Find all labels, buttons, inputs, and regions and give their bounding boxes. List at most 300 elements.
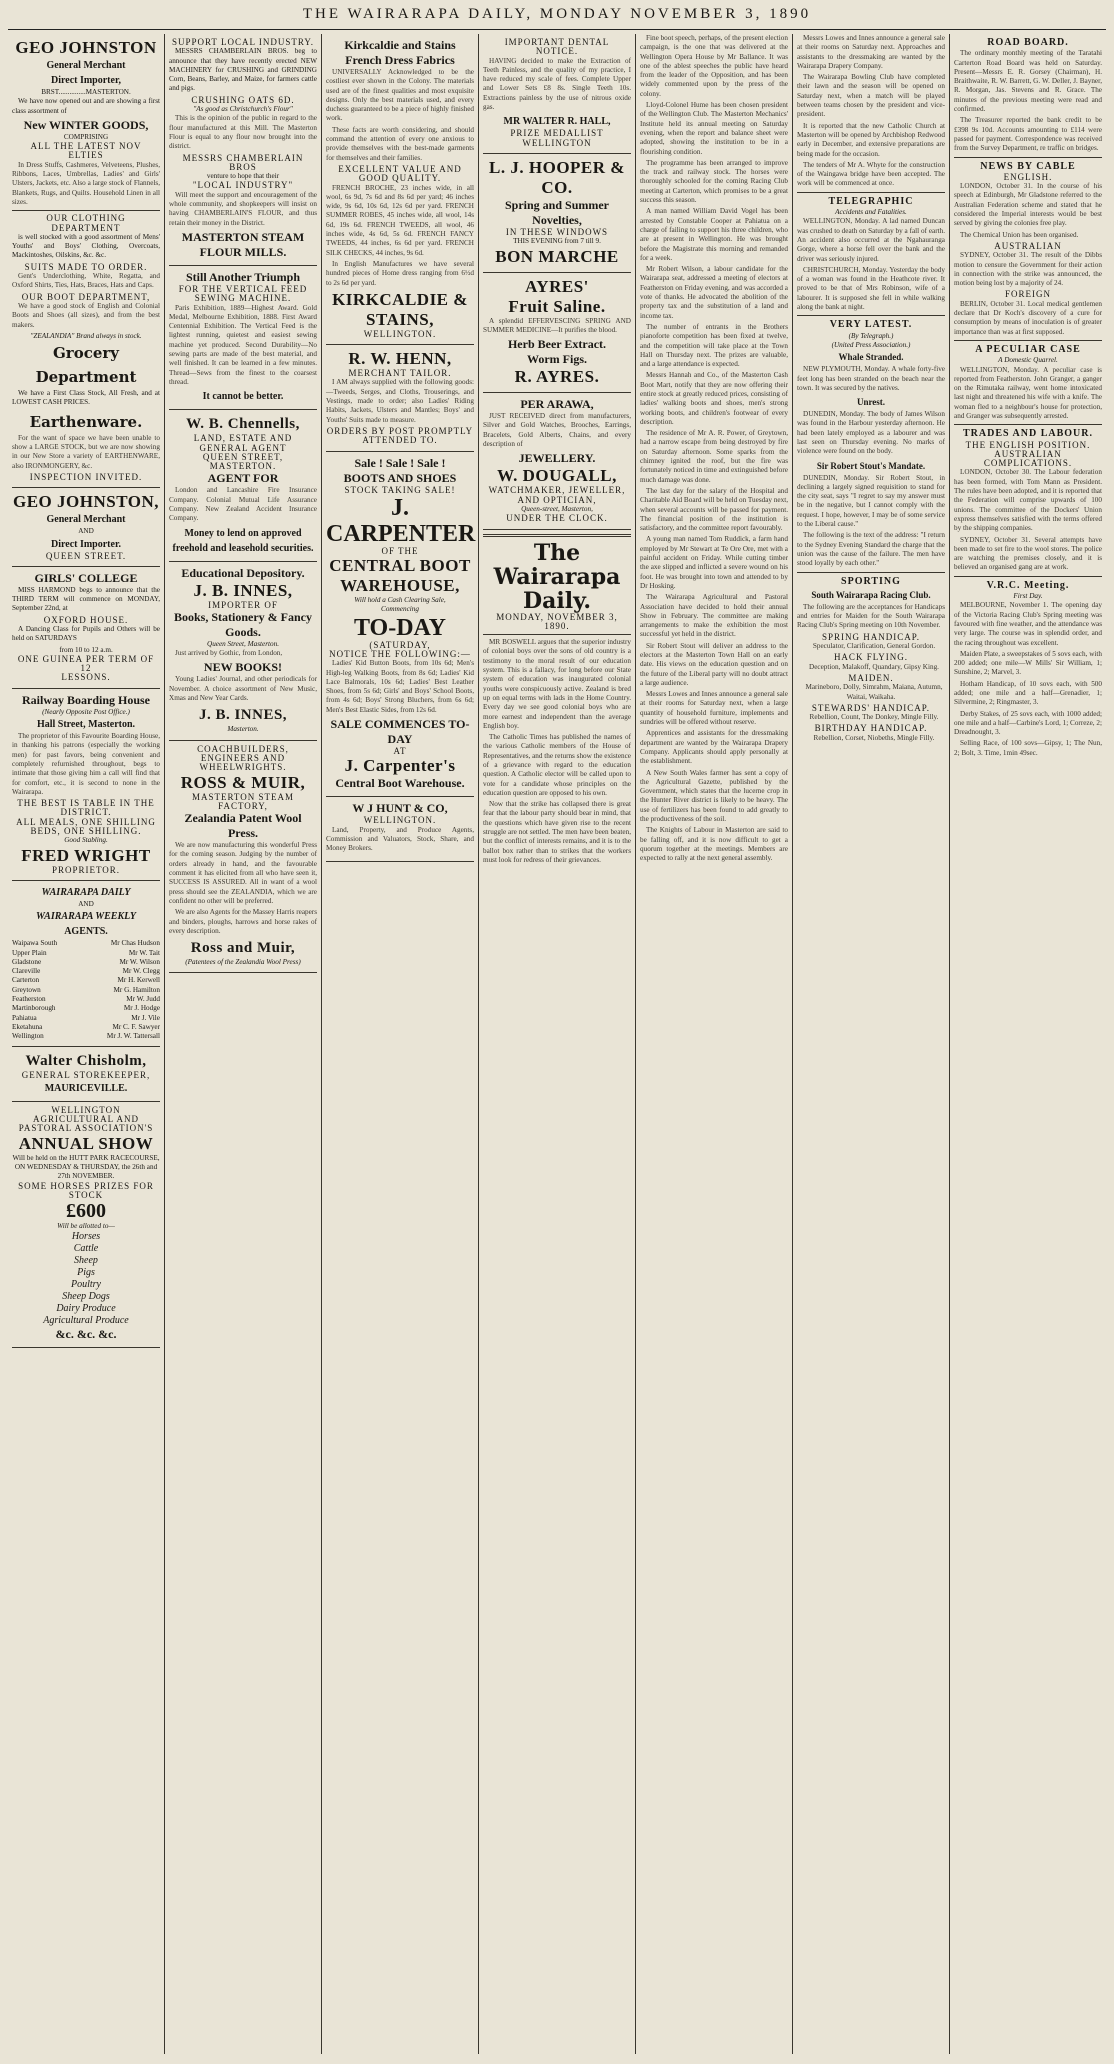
- sporting-head: SPORTING: [841, 575, 901, 587]
- chamberlain2-body: venture to hope that their: [206, 172, 280, 181]
- filler-text: The Chemical Union has been organised.: [960, 230, 1079, 239]
- english-head: ENGLISH.: [1003, 171, 1053, 182]
- jewellery: JEWELLERY.: [518, 451, 596, 466]
- agent-name: Mr J. W. Tattersall: [106, 1032, 160, 1041]
- carpenter-ad: [326, 452, 474, 798]
- filler-text: The following are the acceptances for Handicaps and entries for Maiden for the South Wairarapa Racing Club's Spring meeting on 10th November.: [797, 602, 945, 630]
- filler-text: LONDON, October 30. The Labour federation has been formed, with Tom Mann as President. The rules have been adopted, and it is reported that the Federation will comprise upwards of 100 unions. The committee of the Dockers' Union express themselves satisfied with the terms offered by the shipping companies.: [954, 468, 1102, 533]
- filler-text: For the want of space we have been unable to show a LARGE STOCK, but we are now showing in our New Store a variety of EARTHENWARE, also IRONMONGERY, &c.: [12, 433, 160, 470]
- chamberlain2: MESSRS CHAMBERLAIN BROS: [182, 152, 304, 172]
- filler-text: The tenders of Mr A. Whyte for the construction of the Waingawa bridge have been accepted. The work will be commenced at once.: [797, 160, 945, 188]
- column-3: [322, 34, 479, 2054]
- agent-town: Clareville: [12, 967, 41, 976]
- agent-town: Carterton: [12, 976, 40, 985]
- telegraphic-head: TELEGRAPHIC: [828, 195, 914, 207]
- flour-quote: "As good as Christchurch's Flour": [193, 105, 293, 114]
- allot-item: Horses: [71, 1231, 101, 1243]
- trades-head: TRADES AND LABOUR.: [963, 428, 1093, 440]
- agent-name: Mr J. Vile: [131, 1013, 160, 1022]
- ross2-sub: (Patentees of the Zealandia Wool Press): [185, 958, 301, 967]
- still-another: Still Another Triumph: [185, 269, 301, 284]
- wairarapa-weekly: WAIRARAPA WEEKLY: [36, 911, 136, 923]
- agent-row: [12, 939, 160, 948]
- boot-head: OUR BOOT DEPARTMENT,: [21, 291, 151, 302]
- hunt-ad: [326, 797, 474, 861]
- agent-name: Mr C. F. Sawyer: [112, 1022, 160, 1031]
- filler-text: A young man named Tom Ruddick, a farm hand employed by Mr Stewart at Te Ore Ore, met with a painful accident on Friday. While cutting timber the axe slipped and inflicted a severe wound on his foot. He was brought into town and attended to by Dr Hosking.: [640, 535, 788, 590]
- kirk-loc: WELLINGTON.: [363, 328, 437, 339]
- filler-text: BERLIN, October 31. Local medical gentlemen declare that Dr Koch's discovery of a cure for consumption by means of inoculation is of greater importance than was at first supposed.: [954, 299, 1102, 336]
- hall-title: MR WALTER R. HALL,: [503, 116, 611, 128]
- filler-text: Lloyd-Colonel Hume has been chosen president of the Wellington Club. The Masterton Mechanics' Institute held its annual meeting on Saturday evening, when the report and balance sheet were adopted, showing the institution to be in a flourishing condition.: [640, 101, 788, 156]
- filler-text: Messrs Hannah and Co., of the Masterton Cash Boot Mart, notify that they are now offering their entire stock at greatly reduced prices, consisting of ladies' walking boots and shoes, men's strong working boots, and children's footwear of every description.: [640, 371, 788, 426]
- saturday: (SATURDAY,: [369, 639, 431, 650]
- central-boot: CENTRAL BOOT WAREHOUSE,: [329, 556, 471, 596]
- birthday: BIRTHDAY HANDICAP.: [814, 723, 928, 734]
- allot-item: Sheep Dogs: [62, 1291, 110, 1303]
- filler-text: Just arrived by Gothic, from London,: [175, 649, 283, 658]
- vrc-head: V.R.C. Meeting.: [986, 579, 1070, 591]
- evening: THIS EVENING from 7 till 9.: [513, 237, 601, 246]
- filler-text: CHRISTCHURCH, Monday. Yesterday the body of a woman was found in the Heathcote river. It proved to be that of Mrs Robinson, wife of a labourer. It is supposed she fell in while walking along the bank at night.: [797, 265, 945, 312]
- filler-text: MR BOSWELL argues that the superior industry of colonial boys over the sons of old country is a testimony to the moral result of our education system. This is a fallacy, for long before our State system of education was inaugurated colonial youths were conspicuously active. Zealand is bred up on equal terms with lads in the Home Country. Every day we see good colonial boys who are more earnest and independent than the average English boy.: [483, 638, 631, 730]
- hall-sub: PRIZE MEDALLIST: [510, 128, 604, 139]
- and-text: AND: [78, 899, 94, 908]
- filler-text: Fine boot speech, perhaps, of the present election campaign, is the one that was delivered at the Wellington Opera House by Mr Ballance. It was one of the ablest speeches the public have heard from the leader of the Opposition, and has been widely commented upon by the press of the colony.: [640, 34, 788, 98]
- will-hold: Will hold a Cash Clearing Sale,: [354, 596, 446, 605]
- earthenware-head: Earthenware.: [29, 412, 143, 431]
- agent-row: [12, 986, 160, 995]
- filler-text: Rebellion, Corset, Niobeths, Mingle Filly.: [813, 733, 935, 742]
- agent-name: Mr Chas Hudson: [110, 939, 160, 948]
- column-5: [636, 34, 793, 2054]
- innes-books: Books, Stationery & Fancy Goods.: [174, 609, 312, 639]
- filler-text: I AM always supplied with the following goods:—Tweeds, Serges, and Cloths, Trouserings, and Vestings, made to order; also Ladies' Riding Habits, Jackets, Ulsters and Mantles; Boys' and Youths' Suits made to measure.: [326, 378, 474, 424]
- local-industry: "LOCAL INDUSTRY": [192, 180, 294, 191]
- foreign-head: FOREIGN: [1004, 289, 1051, 300]
- filler-text: Now that the strike has collapsed there is great fear that the labour party should bear in mind, that the questions which have given rise to the recent struggle are not settled. The men have been beaten, but the conflict of interests remains, and it is to the ballot box rather than to strikes that the workers must look for redress of their grievances.: [483, 800, 631, 864]
- filler-text: Rebellion, Count, The Donkey, Mingle Filly.: [809, 713, 939, 722]
- agent-name: Mr H. Kerwell: [117, 976, 160, 985]
- at: AT: [393, 746, 407, 757]
- column-6: [793, 34, 950, 2054]
- allot-item: Sheep: [74, 1255, 98, 1267]
- filler-text: DUNEDIN, Monday. Sir Robert Stout, in declining a largely signed requisition to stand for the city seat, says "I regret to say my answer must be in the negative, but I cannot comply with the request. I hope, however, I may be of some service to the Liberal cause.": [797, 473, 945, 529]
- sale-commences: SALE COMMENCES TO-DAY: [330, 717, 470, 747]
- johnston-loc: BRST...............MASTERTON.: [41, 88, 131, 96]
- chennells-loc: QUEEN STREET, MASTERTON.: [202, 451, 284, 472]
- henn-ad: [326, 345, 474, 451]
- johnston-sub: General Merchant: [46, 60, 126, 71]
- chennells-sub: LAND, ESTATE AND GENERAL AGENT: [193, 433, 293, 453]
- inspection: INSPECTION INVITED.: [29, 471, 143, 482]
- agent-town: Greytown: [12, 985, 41, 994]
- filler-text: UNIVERSALLY Acknowledged to be the costliest ever shown in the Colony. The materials used are of the finest qualities and most exquisite designs. Only the best materials used, and every duchess guaranteed to be a piece of highly finished work.: [326, 68, 474, 123]
- lessons: LESSONS.: [61, 672, 111, 683]
- agent-row: [12, 1014, 160, 1023]
- hall-loc: WELLINGTON: [522, 137, 592, 148]
- agent-town: Martinborough: [12, 1004, 56, 1013]
- guinea-term: ONE GUINEA PER TERM OF 12: [17, 653, 155, 674]
- filler-text: The Catholic Times has published the names of the various Catholic members of the House of Representatives, and the returns show the existence of a grievance with regard to the education question. A Catholic elector will be called upon to vote for a candidate whose principles on the education question are opposed to his own.: [483, 733, 631, 797]
- filler-text: The Wairarapa Bowling Club have completed their lawn and the season will be opened on Saturday next, when a match will be played between teams chosen by the president and vice-president.: [797, 73, 945, 119]
- allot-item: Dairy Produce: [56, 1303, 116, 1315]
- sale-line: Sale ! Sale ! Sale !: [354, 455, 446, 470]
- agent-row: [12, 1032, 160, 1041]
- central-boot-2: Central Boot Warehouse.: [335, 776, 465, 791]
- railway-sub: (Nearly Opposite Post Office.): [42, 707, 130, 716]
- allot-item: Agricultural Produce: [43, 1315, 129, 1327]
- agent-town: Wellington: [12, 1032, 44, 1041]
- ross-sub: MASTERTON STEAM FACTORY,: [191, 791, 295, 811]
- cable-head: NEWS BY CABLE: [980, 160, 1076, 172]
- filler-text: DUNEDIN, Monday. The body of James Wilson was found in the Harbour yesterday afternoon. He had been lately employed as a labourer and was last seen on Thursday evening. No marks of violence were found on the body.: [797, 410, 945, 456]
- johnston2-title: GEO JOHNSTON,: [13, 492, 159, 512]
- hack-flying: HACK FLYING.: [833, 652, 909, 663]
- filler-text: WELLINGTON, Monday. A peculiar case is reported from Featherston. John Granger, a ganger on the Rimutaka railway, went home intoxicated last night and threatened his wife with a knife. The woman fled to a neighbour's house for protection, and Granger was subsequently arrested.: [954, 365, 1102, 420]
- very-latest: VERY LATEST.: [829, 319, 913, 331]
- bon-marche: BON MARCHE: [495, 246, 619, 266]
- filler-text: Deception, Malakoff, Quandary, Gipsy King.: [809, 662, 939, 671]
- peculiar-head: A PECULIAR CASE: [975, 343, 1081, 355]
- ayres-ad: [483, 273, 631, 394]
- filler-text: Paris Exhibition, 1889—Highest Award. Gold Medal, Melbourne Exhibition, 1888. First Award Centennial Exhibition. The Vertical Feed is the lightest running, quietest and easiest sewing machine yet produced. Second Durability—No sewing parts are made of the best material, and well finished. It can be learned in a few minutes. Thread—Sews from the finest to the coarsest thread.: [169, 303, 317, 386]
- filler-text: In English Manufactures we have several hundred pieces of Home dress ranging from 6½d to 2s 6d per yard.: [326, 259, 474, 287]
- dougall-ad: [483, 393, 631, 529]
- agent-town: Gladstone: [12, 957, 42, 966]
- racing-club: South Wairarapa Racing Club.: [811, 589, 931, 600]
- stock-taking: STOCK TAKING SALE!: [344, 484, 456, 495]
- dancing-class: A Dancing Class for Pupils and Others will be held on SATURDAYS: [12, 624, 160, 643]
- filler-text: The Treasurer reported the bank credit to be £398 9s 10d. Accounts amounting to £114 were passed for payment. Correspondence was received from the Survey Department, re traffic on bridges.: [954, 116, 1102, 153]
- dougall-loc: Queen-street, Masterton,: [521, 504, 593, 513]
- fruit-saline: Fruit Saline.: [508, 296, 606, 316]
- filler-text: WELLINGTON, Monday. A lad named Duncan was crushed to death on Saturday by a fall of earth. An accident also occurred at the Ngahauranga Gorge, where a horse fell over the bank and the driver was seriously injured.: [797, 217, 945, 263]
- filler-text: The proprietor of this Favourite Boarding House, in thanking his patrons (especially the working men) for past favors, being convenient and completely refurnished throughout, begs to intimate that those giving him a call will find that for comfort, etc., it is second to none in the Wairarapa.: [12, 732, 160, 796]
- value-quality: EXCELLENT VALUE AND GOOD QUALITY.: [338, 163, 462, 184]
- chisholm-sub: GENERAL STOREKEEPER,: [21, 1070, 151, 1081]
- today: TO-DAY: [353, 614, 447, 641]
- filler-text: Selling Race, of 100 sovs—Gipsy, 1; The Nun, 2; Bolt, 3. Time, 1min 49sec.: [954, 739, 1102, 757]
- agent-name: Mr W. Clegg: [122, 967, 160, 976]
- chisholm-title: Walter Chisholm,: [25, 1053, 147, 1070]
- carpenters: J. Carpenter's: [344, 756, 456, 776]
- agents-head: AGENTS.: [64, 926, 108, 938]
- allot-item: Poultry: [71, 1279, 101, 1291]
- filler-text: Mr Robert Wilson, a labour candidate for the Wairarapa seat, addressed a meeting of electors at Featherston on Friday evening, and was accorded a vote of thanks. He advocated the abolition of the property tax and the substitution of a land and income tax.: [640, 265, 788, 320]
- agent-row: [12, 958, 160, 967]
- innes-title: J. B. INNES,: [193, 580, 293, 600]
- johnston-body: We have now opened out and are showing a first class assortment of: [12, 97, 160, 115]
- crushing-oats: CRUSHING OATS 6D.: [191, 94, 295, 105]
- filler-text: In Dress Stuffs, Cashmeres, Velveteens, Plushes, Ribbons, Laces, Umbrellas, Ladies' and Girls' Ulsters, Jackets, etc. Also a large stock of Flannels, Blankets, Rugs, and Quilts. Household Linen in all sizes.: [12, 160, 160, 206]
- hunt-title: W J HUNT & CO,: [352, 801, 448, 816]
- filler-text: It is reported that the new Catholic Church at Masterton will be opened by Archbishop Redwood early in December, and extensive preparations are being made for the occasion.: [797, 121, 945, 158]
- united-press: (United Press Association.): [831, 340, 911, 349]
- show-body: WELLINGTON AGRICULTURAL AND PASTORAL ASSOCIATION'S: [18, 1104, 154, 1134]
- ayres2-title: R. AYRES.: [514, 367, 600, 387]
- new-books: NEW BOOKS!: [203, 660, 283, 675]
- innes-loc: Queen Street, Masterton.: [207, 639, 279, 648]
- in-windows: IN THESE WINDOWS: [505, 226, 609, 237]
- suits-order: SUITS MADE TO ORDER.: [24, 261, 148, 272]
- railway-title: Railway Boarding House: [21, 692, 150, 707]
- henn-title: R. W. HENN,: [348, 349, 452, 369]
- filler-text: The residence of Mr A. R. Power, of Greytown, had a narrow escape from being destroyed by fire on Saturday afternoon. Some sparks from the chimney ignited the roof, but the fire was fortunately noticed in time and extinguished before much damage was done.: [640, 429, 788, 484]
- etc: &c. &c. &c.: [55, 1327, 117, 1342]
- herb-beer: Herb Beer Extract.: [507, 337, 607, 352]
- filler-text: The Knights of Labour in Masterton are said to be falling off, and it is now difficult to get a quorum together at the meetings. Members are expected to rally at the next general assembly.: [640, 826, 788, 863]
- dougall-title: W. DOUGALL,: [497, 466, 617, 486]
- johnston-ad-2: [12, 488, 160, 567]
- agent-name: Mr J. Hodge: [123, 1004, 160, 1013]
- coach: COACHBUILDERS, ENGINEERS AND WHEELWRIGHTS.: [197, 743, 289, 773]
- boots-shoes: BOOTS AND SHOES: [343, 470, 457, 485]
- aus-comp: AUSTRALIAN COMPLICATIONS.: [983, 448, 1073, 469]
- railway-loc: Hall Street, Masterton.: [36, 719, 136, 731]
- money-lend: Money to lend on approved freehold and leasehold securities.: [172, 527, 314, 554]
- filler-text: Sir Robert Stout will deliver an address to the electors at the Masterton Town Hall on an early date. His views on the education question and on the future of the Liberal party will no doubt attract a large audience.: [640, 641, 788, 687]
- filler-text: The following is the text of the address: "I return to the Sydney Evening Standard the charge that the union was the cause of the failure. The men have stood loyally by each other.": [797, 531, 945, 568]
- railway-ad: [12, 689, 160, 881]
- educational: Educational Depository.: [181, 565, 305, 580]
- worm-figs: Worm Figs.: [527, 352, 587, 367]
- zealandia-brand: "ZEALANDIA" Brand always in stock.: [30, 331, 142, 340]
- ross-ad: [169, 741, 317, 974]
- agent-row: [12, 967, 160, 976]
- agent-row: [12, 1023, 160, 1032]
- agent-row: [12, 976, 160, 985]
- innes2-loc: Masterton.: [227, 725, 259, 734]
- allot-list: [12, 1231, 160, 1327]
- girls-college-title: GIRLS' COLLEGE: [34, 570, 138, 585]
- filler-text: NEW PLYMOUTH, Monday. A whale forty-five feet long has been stranded on the beach near the town. It was secured by the natives.: [797, 365, 945, 392]
- innes-ad: [169, 562, 317, 741]
- unrest: Unrest.: [856, 397, 886, 408]
- telegraphic-sub: Accidents and Fatalities.: [835, 208, 907, 217]
- french-fabrics: French Dress Fabrics: [345, 53, 455, 67]
- filler-text: A man named William David Vogel has been arrested by Constable Cooper at Pahiatua on a charge of failing to support his three children, who are at present in Wellington. He was brought before the Magistrate this morning and remanded for a week.: [640, 207, 788, 262]
- first-day: First Day.: [1013, 592, 1043, 601]
- chamberlain-body: MESSRS CHAMBERLAIN BROS. beg to announce that they have recently erected NEW MACHINERY for CRUSHING and GRINDING Corn, Beans, Barley, and Maize, for farmers cattle and pigs.: [169, 47, 317, 93]
- chisholm-loc: MAURICEVILLE.: [44, 1082, 128, 1094]
- filler-text: The number of entrants in the Brothers pianoforte competition has been fixed at twelve, and the competition will take place at the Town Hall on Thursday next. The prizes are valuable, and a large attendance is expected.: [640, 322, 788, 369]
- clothing-head: OUR CLOTHING DEPARTMENT: [46, 213, 126, 233]
- date-line: MONDAY, NOVEMBER 3, 1890.: [496, 611, 618, 631]
- filler-text: The Wairarapa Agricultural and Pastoral Association have decided to hold their annual Show in February. The committee are making arrangements to make the exhibition the most successful yet held in the district.: [640, 593, 788, 639]
- kirkcaldie-title: Kirkcaldie and Stains: [344, 38, 456, 52]
- clothing-body: is well stocked with a good assortment of Mens' Youths' and Boys' Clothing, Overcoats, Mackintoshes, Oilskins, &c. &c.: [12, 232, 160, 260]
- filler-text: A splendid EFFERVESCING SPRING AND SUMMER MEDICINE—It purifies the blood.: [483, 316, 631, 334]
- chennells-ad: [169, 410, 317, 561]
- still-sub: FOR THE VERTICAL FEED SEWING MACHINE.: [178, 283, 308, 304]
- filler-text: Will meet the support and encouragement of the whole community, and shopkeepers will insist on having CHAMBERLAIN'S FLOUR, and thus retain their money in the District.: [169, 190, 317, 227]
- filler-text: The ordinary monthly meeting of the Taratahi Carterton Road Board was held on Saturday. Present—Messrs E. R. Gorsey (Chairman), H. Braithwaite, R. W. Barrett, G. W. Deller, J. Bayner, R. Morgan, Jas. Stevens and R. Grace. The minutes of the previous meeting were read and confirmed.: [954, 49, 1102, 114]
- meals: ALL MEALS, ONE SHILLING BEDS, ONE SHILLING.: [16, 816, 156, 837]
- show-date: ON WEDNESDAY & THURSDAY, the 26th and 27th NOVEMBER.: [14, 1162, 158, 1181]
- kirkcaldie-ad: [326, 34, 474, 345]
- ross-title: ROSS & MUIR,: [180, 772, 306, 792]
- ross2-title: Ross and Muir,: [190, 940, 296, 957]
- column-1: [8, 34, 165, 2054]
- filler-text: Hotham Handicap, of 10 sovs each, with 500 added; one mile and a half—Grenadier, 1; Silvermine, 2; Ringmaster, 3.: [954, 679, 1102, 707]
- goods-list: NOTICE THE FOLLOWING:—: [329, 648, 471, 659]
- annual-show: ANNUAL SHOW: [18, 1133, 154, 1153]
- johnston2-sub2: AND: [78, 527, 94, 536]
- commencing: Commencing: [381, 605, 419, 614]
- chisholm-ad: [12, 1047, 160, 1101]
- filler-text: HAVING decided to make the Extraction of Teeth Painless, and the quality of my practice, I have reduced my scale of fees. Complete Upper and Lower Sets £8 8s. Single Teeth 10s. Extractions painless by the use of nitrous oxide gas.: [483, 56, 631, 112]
- filler-text: Messrs Lowes and Innes announce a general sale at their rooms on Saturday next. Approaches and assistants to the dressmaking are wanted by the Wairarapa Drapery Company.: [797, 34, 945, 70]
- carpenter-title: J. CARPENTER: [326, 494, 476, 547]
- agents-ad: [12, 881, 160, 1048]
- road-board-head: ROAD BOARD.: [987, 37, 1069, 48]
- filler-text: This is the opinion of the public in regard to the flour manufactured at this Mill. The Masterton Flour is equal to any flour now brought into the district.: [169, 114, 317, 151]
- agent-name: Mr W. Tait: [128, 948, 160, 957]
- hooper-title: L. J. HOOPER & CO.: [489, 157, 625, 197]
- filler-text: London and Lancashire Fire Insurance Company. Colonial Mutual Life Assurance Company. New Zealand Accident Insurance Company.: [169, 486, 317, 523]
- johnston-sub2: Direct Importer,: [51, 75, 121, 86]
- agent-list: [12, 939, 160, 1041]
- support-title: SUPPORT LOCAL INDUSTRY.: [171, 37, 315, 47]
- filler-text: Ladies' Kid Button Boots, from 10s 6d; Men's High-leg Walking Boots, from 8s 6d; Ladies' Kid Lace Balmorals, 10s 6d; Ladies' Best Leather Shoes, from 5s 6d; Girls' and Boys' School Boots, from 4s 6d; Boys' Strong Bluchers, from 6s 6d; Men's Best Elastic Sides, from 12s 6d.: [326, 659, 474, 714]
- daily-title: The Wairarapa Daily.: [493, 539, 621, 614]
- per-arawa: PER ARAWA,: [520, 397, 594, 412]
- column-4: [479, 34, 636, 2054]
- filler-text: We are also Agents for the Massey Harris reapers and binders, ploughs, harrows and horse rakes of every description.: [169, 908, 317, 935]
- henn-sub: MERCHANT TAILOR.: [348, 368, 452, 379]
- prizes: SOME HORSES PRIZES FOR STOCK: [18, 1180, 154, 1200]
- agent-for: AGENT FOR: [207, 471, 279, 486]
- filler-text: We are now manufacturing this wonderful Press for the coming season. Judging by the number of orders already in hand, and the favourable comment it has elicited from all who have seen it, SUCCESS IS ASSURED. All in want of a wool press should see the ZEALANDIA, which we are confident no other will be preferred.: [169, 841, 317, 905]
- agent-town: Pahiatua: [12, 1013, 37, 1022]
- post-orders: ORDERS BY POST PROMPTLY ATTENDED TO.: [326, 425, 474, 446]
- filler-text: Land, Property, and Produce Agents, Commission and Valuators, Stock, Share, and Money Brokers.: [326, 825, 474, 853]
- filler-text: Messrs Lowes and Innes announce a general sale at their rooms for Saturday next, when a large quantity of household furniture, implements and sundries will be offered without reserve.: [640, 690, 788, 727]
- filler-text: Speculator, Clarification, General Gordon.: [812, 642, 936, 651]
- agent-name: Mr W. Judd: [126, 995, 160, 1003]
- stewards: STEWARDS' HANDICAP.: [811, 702, 931, 713]
- english-position: THE ENGLISH POSITION.: [965, 439, 1091, 450]
- under-clock: UNDER THE CLOCK.: [506, 513, 608, 524]
- agent-town: Upper Plain: [12, 948, 47, 957]
- cannot-bettered: It cannot be better.: [202, 391, 284, 403]
- johnston2-sub3: Direct Importer.: [51, 538, 121, 550]
- dental-notice: IMPORTANT DENTAL NOTICE.: [504, 37, 610, 57]
- agent-row: [12, 949, 160, 958]
- stabling: Good Stabling.: [64, 836, 108, 845]
- filler-text: Young Ladies' Journal, and other periodicals for November. A choice assortment of New Music, Xmas and New Year Cards.: [169, 675, 317, 703]
- kirk-big: KIRKCALDIE & STAINS,: [332, 289, 468, 329]
- chennells-title: W. B. Chennells,: [186, 416, 300, 433]
- allot-item: Cattle: [73, 1243, 99, 1255]
- by-telegraph: (By Telegraph.): [848, 331, 894, 340]
- dental-ad: [483, 34, 631, 154]
- novelties: Novelties,: [532, 212, 582, 227]
- masthead-title: THE WAIRARAPA DAILY, MONDAY NOVEMBER 3, 1890: [8, 6, 1106, 30]
- girls-college-ad: [12, 567, 160, 689]
- filler-text: A New South Wales farmer has sent a copy of the Agricultural Gazette, published by the Government, which states that the lucerne crop in the Hunter River district is likely to be heavy. The use of fertilizers has been found to add greatly to the productiveness of the soil.: [640, 768, 788, 824]
- sir-robert: Sir Robert Stout's Mandate.: [816, 460, 926, 471]
- filler-text: Marineboro, Dolly, Simrahm, Maiana, Autumn, Waitai, Waikaha.: [805, 683, 943, 701]
- filler-text: These facts are worth considering, and should command the attention of every one anxious to provide themselves with the best-made garments for themselves and their families.: [326, 125, 474, 162]
- filler-text: Maiden Plate, a sweepstakes of 5 sovs each, with 200 added; one mile—W Mills' Sir William, 1; Sunshine, 2; Marvel, 3.: [954, 649, 1102, 677]
- australian-head: AUSTRALIAN: [994, 240, 1062, 251]
- best-table: THE BEST IS TABLE IN THE DISTRICT.: [17, 798, 155, 818]
- allotted: Will be allotted to—: [57, 1222, 115, 1231]
- filler-text: Apprentices and assistants for the dressmaking department are wanted by the Wairarapa Drapery Company. Applicants should apply personally at the establishment.: [640, 729, 788, 766]
- dougall-sub: WATCHMAKER, JEWELLER, AND OPTICIAN,: [488, 485, 626, 505]
- column-2: [165, 34, 322, 2054]
- agent-name: Mr G. Hamilton: [113, 985, 160, 994]
- pounds: £600: [66, 1200, 106, 1223]
- winter-goods: New WINTER GOODS,: [23, 117, 149, 132]
- domestic-head: A Domestic Quarrel.: [998, 356, 1058, 365]
- agent-name: Mr W. Wilson: [119, 957, 160, 966]
- filler-text: The last day for the salary of the Hospital and Charitable Aid Board will be held on Tuesday next, when several accounts will be passed for payment. The financial position of the institution is satisfactory, and the committee report favourably.: [640, 486, 788, 533]
- of-the: OF THE: [381, 545, 419, 556]
- dancing-time: from 10 to 12 a.m.: [59, 645, 113, 654]
- sewing-ad: [169, 266, 317, 410]
- show-ad: [12, 1102, 160, 1349]
- filler-text: LONDON, October 31. In the course of his speech at Edinburgh, Mr Gladstone referred to the Australian Federation scheme and stated that he considered the Imperial interests would be best served by giving the colonies free play.: [954, 182, 1102, 228]
- latest-novelties: ALL THE LATEST NOV ELTIES: [30, 141, 142, 161]
- johnston2-loc: QUEEN STREET.: [45, 550, 127, 561]
- wairarapa-daily: WAIRARAPA DAILY: [41, 886, 131, 898]
- johnston2-sub: General Merchant: [46, 514, 126, 526]
- spring-summer: Spring and Summer: [504, 197, 610, 212]
- maiden: MAIDEN.: [848, 672, 894, 683]
- innes2-title: J. B. INNES,: [198, 707, 288, 724]
- ayres-title: AYRES': [525, 276, 589, 296]
- filler-text: The programme has been arranged to improve the track and railway stock. The horses were thoroughly schooled for the coming Racing Club meeting at Carterton, which promises to be a great success this season.: [640, 158, 788, 205]
- column-7: [950, 34, 1106, 2054]
- spring-handicap: SPRING HANDICAP.: [821, 631, 920, 642]
- girls-college-body: MISS HARMOND begs to announce that the THIRD TERM will commence on MONDAY, September 22nd, at: [12, 585, 160, 613]
- agent-row: [12, 995, 160, 1004]
- filler-text: JUST RECEIVED direct from manufacturers, Silver and Gold Watches, Brooches, Earrings, Bracelets, Gold Alberts, Chains, and every description of: [483, 412, 631, 449]
- filler-text: MELBOURNE, November 1. The opening day of the Victoria Racing Club's Spring meeting was favoured with fine weather, and the attendance was very large. The course was in splendid order, and the racing throughout was excellent.: [954, 601, 1102, 647]
- mills-title: MASTERTON STEAM FLOUR MILLS.: [181, 229, 305, 259]
- whale-stranded: Whale Stranded.: [838, 352, 904, 363]
- filler-text: SYDNEY, October 31. The result of the Dibbs motion to censure the Government for their action in connection with the strike was announced, the motion being lost by a majority of 24.: [954, 251, 1102, 288]
- wright-sub: PROPRIETOR.: [51, 864, 121, 875]
- hunt-loc: WELLINGTON.: [363, 815, 437, 826]
- filler-text: FRENCH BROCHE, 23 inches wide, in all wool, 6s 9d, 7s 6d and 8s 6d per yard; 46 inches wide, 9s 6d, 10s 6d, 12s 6d per yard. FRENCH SUMMER ROBES, 45 inches wide, all wool, 14s 6d, 19s 6d. FRENCH TWEEDS, all wool, 46 inches wide, 4s 6d, 5s 6d. FRENCH FANCY TWEEDS, 44 inches, 6s 6d per yard. FRENCH SILK CHECKS, 44 inches, 9s 6d.: [326, 183, 474, 257]
- filler-text: Gent's Underclothing, White, Regatta, and Oxford Shirts, Ties, Hats, Braces, Hats and Caps.: [12, 272, 160, 290]
- filler-text: SYDNEY, October 31. Several attempts have been made to set fire to the wool stores. The police are watching the premises closely, and it is believed an organised gang are at work.: [954, 535, 1102, 572]
- agent-town: Featherston: [12, 995, 46, 1003]
- hooper-ad: [483, 154, 631, 273]
- filler-text: Derby Stakes, of 25 sovs each, with 1000 added; one mile and a half—Carbine's Lord, 1; Correze, 2; Dreadnought, 3.: [954, 709, 1102, 737]
- innes-sub: IMPORTER OF: [208, 599, 278, 610]
- agent-row: [12, 1004, 160, 1013]
- support-ad: [169, 34, 317, 266]
- filler-text: We have a good stock of English and Colonial Boots and Shoes (all sizes), and from the best makers.: [12, 301, 160, 329]
- agent-town: Waipawa South: [12, 939, 58, 948]
- oxford-house: OXFORD HOUSE.: [43, 614, 129, 625]
- zealandia-press: Zealandia Patent Wool Press.: [184, 811, 302, 841]
- grocery-body: We have a First Class Stock, All Fresh, and at LOWEST CASH PRICES.: [12, 389, 160, 407]
- winter-sub: COMPRISING: [63, 132, 109, 141]
- wright-title: FRED WRIGHT: [21, 845, 151, 865]
- johnston-ad: [12, 34, 160, 488]
- grocery-head: Grocery Department: [35, 344, 137, 387]
- columns: [8, 34, 1106, 2054]
- allot-item: Pigs: [77, 1267, 95, 1279]
- agent-town: Eketahuna: [12, 1022, 43, 1031]
- show-loc: Will be held on the HUTT PARK RACECOURSE,: [12, 1153, 160, 1162]
